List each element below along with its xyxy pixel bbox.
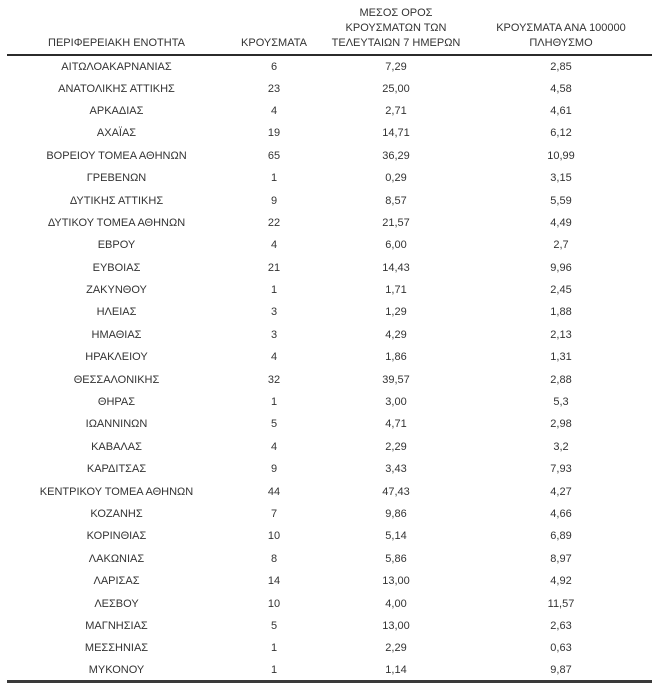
table-cell: 2,7 bbox=[553, 239, 569, 252]
table-cell: 5,59 bbox=[550, 194, 572, 207]
table-cell: 3 bbox=[270, 328, 278, 341]
table-cell: ΔΥΤΙΚΗΣ ΑΤΤΙΚΗΣ bbox=[69, 194, 164, 207]
table-cell: 9,96 bbox=[550, 261, 572, 274]
table-cell: 1 bbox=[226, 660, 322, 682]
table-cell: 4,29 bbox=[385, 328, 407, 341]
table-row bbox=[7, 167, 652, 189]
table-cell: 2,45 bbox=[550, 284, 572, 297]
table-row bbox=[7, 77, 652, 99]
table-cell: 1,71 bbox=[385, 284, 407, 297]
table-row bbox=[7, 346, 652, 368]
table-cell: ΚΑΡΔΙΤΣΑΣ bbox=[86, 463, 147, 476]
table-cell: ΜΥΚΟΝΟΥ bbox=[7, 660, 226, 682]
regional-cases-table bbox=[7, 6, 652, 683]
table-cell: ΗΜΑΘΙΑΣ bbox=[91, 328, 142, 341]
table-cell: 4,27 bbox=[550, 485, 572, 498]
table-cell: 14,43 bbox=[382, 261, 410, 274]
table-row bbox=[7, 615, 652, 637]
table-cell: 2,85 bbox=[550, 60, 572, 73]
table-cell: ΛΑΚΩΝΙΑΣ bbox=[88, 552, 145, 565]
table-cell: ΚΑΒΑΛΑΣ bbox=[91, 440, 142, 453]
table-cell: 44 bbox=[267, 485, 281, 498]
table-row bbox=[7, 368, 652, 390]
table-row bbox=[7, 257, 652, 279]
table-row bbox=[7, 55, 652, 77]
table-row bbox=[7, 279, 652, 301]
table-cell: ΔΥΤΙΚΟΥ ΤΟΜΕΑ ΑΘΗΝΩΝ bbox=[47, 216, 186, 229]
table-cell: ΘΕΣΣΑΛΟΝΙΚΗΣ bbox=[73, 373, 160, 386]
table-cell: 9 bbox=[270, 463, 278, 476]
table-cell: ΑΡΚΑΔΙΑΣ bbox=[89, 104, 144, 117]
table-cell: 2,29 bbox=[385, 440, 407, 453]
table-cell: 5,14 bbox=[385, 530, 407, 543]
table-cell: 1,86 bbox=[385, 351, 407, 364]
table-cell: 2,71 bbox=[385, 104, 407, 117]
table-cell: 8,57 bbox=[385, 194, 407, 207]
table-cell: ΑΧΑΪΑΣ bbox=[96, 127, 137, 140]
table-cell: 2,13 bbox=[550, 328, 572, 341]
table-cell: 25,00 bbox=[382, 82, 410, 95]
table-row bbox=[7, 189, 652, 211]
table-cell: 4,58 bbox=[550, 82, 572, 95]
table-cell: 9,87 bbox=[470, 660, 652, 682]
column-header-label: ΜΕΣΟΣ ΟΡΟΣ ΚΡΟΥΣΜΑΤΩΝ ΤΩΝ ΤΕΛΕΥΤΑΙΩΝ 7 ΗΜΕΡΩΝ bbox=[331, 7, 461, 49]
table-cell: 10 bbox=[267, 597, 281, 610]
table-row bbox=[7, 391, 652, 413]
table-cell: 1,14 bbox=[322, 660, 470, 682]
table-cell: 22 bbox=[267, 216, 281, 229]
table-cell: 5,86 bbox=[385, 552, 407, 565]
table-cell: 0,29 bbox=[385, 172, 407, 185]
table-cell: 0,63 bbox=[550, 642, 572, 655]
table-cell: 4,61 bbox=[550, 104, 572, 117]
table-cell: ΕΒΡΟΥ bbox=[97, 239, 136, 252]
table-cell: 4 bbox=[270, 239, 278, 252]
table-row bbox=[7, 212, 652, 234]
table-cell: ΛΑΡΙΣΑΣ bbox=[93, 575, 140, 588]
table-cell: 4 bbox=[270, 440, 278, 453]
table-cell: 2,29 bbox=[385, 642, 407, 655]
table-cell: 4,00 bbox=[385, 597, 407, 610]
table-row bbox=[7, 145, 652, 167]
table-row bbox=[7, 525, 652, 547]
table-cell: ΚΟΡΙΝΘΙΑΣ bbox=[86, 530, 147, 543]
table-cell: 1,88 bbox=[550, 306, 572, 319]
table-cell: 3 bbox=[270, 306, 278, 319]
table-cell: ΖΑΚΥΝΘΟΥ bbox=[86, 284, 147, 297]
table-row bbox=[7, 100, 652, 122]
table-cell: 6,00 bbox=[385, 239, 407, 252]
table-cell: 14 bbox=[267, 575, 281, 588]
table-cell: 8 bbox=[270, 552, 278, 565]
table-cell: 6,12 bbox=[550, 127, 572, 140]
table-cell: 5 bbox=[270, 418, 278, 431]
table-cell: 11,57 bbox=[547, 597, 575, 610]
table-cell: 4,92 bbox=[550, 575, 572, 588]
table-row bbox=[7, 592, 652, 614]
table-cell: 10 bbox=[267, 530, 281, 543]
table-cell: 5,3 bbox=[553, 396, 569, 409]
table-row bbox=[7, 324, 652, 346]
column-header-label: ΠΕΡΙΦΕΡΕΙΑΚΗ ΕΝΟΤΗΤΑ bbox=[48, 37, 185, 49]
table-cell: 4 bbox=[270, 351, 278, 364]
table-cell: 47,43 bbox=[382, 485, 410, 498]
table-cell: 7,29 bbox=[385, 60, 407, 73]
table-cell: 13,00 bbox=[382, 575, 410, 588]
table-row bbox=[7, 660, 652, 682]
table-row bbox=[7, 570, 652, 592]
table-cell: 7,93 bbox=[550, 463, 572, 476]
table-cell: 6,89 bbox=[550, 530, 572, 543]
table-cell: ΜΕΣΣΗΝΙΑΣ bbox=[84, 642, 149, 655]
table-cell: 3,00 bbox=[385, 396, 407, 409]
table-cell: 3,2 bbox=[553, 440, 569, 453]
table-row bbox=[7, 480, 652, 502]
table-row bbox=[7, 548, 652, 570]
table-row bbox=[7, 234, 652, 256]
table-cell: ΜΑΓΝΗΣΙΑΣ bbox=[85, 619, 148, 632]
table-cell: 23 bbox=[267, 82, 281, 95]
table-row bbox=[7, 637, 652, 659]
table-cell: ΛΕΣΒΟΥ bbox=[94, 597, 139, 610]
table-cell: ΚΟΖΑΝΗΣ bbox=[90, 508, 143, 520]
table-row bbox=[7, 122, 652, 144]
column-header-label: ΚΡΟΥΣΜΑΤΑ ΑΝΑ 100000 ΠΛΗΘΥΣΜΟ bbox=[496, 22, 626, 49]
table-cell: 9 bbox=[270, 194, 278, 207]
table-cell: 2,88 bbox=[550, 373, 572, 386]
table-cell: ΗΡΑΚΛΕΙΟΥ bbox=[85, 351, 148, 364]
table-row bbox=[7, 413, 652, 435]
table-cell: 8,97 bbox=[550, 552, 572, 565]
table-cell: ΚΕΝΤΡΙΚΟΥ ΤΟΜΕΑ ΑΘΗΝΩΝ bbox=[39, 485, 194, 498]
table-cell: ΑΝΑΤΟΛΙΚΗΣ ΑΤΤΙΚΗΣ bbox=[58, 82, 175, 95]
table-cell: 9,86 bbox=[385, 508, 407, 520]
column-header-regional-unit bbox=[7, 6, 226, 55]
table-cell: 36,29 bbox=[382, 149, 410, 162]
table-cell: ΓΡΕΒΕΝΩΝ bbox=[86, 172, 147, 185]
table-cell: 14,71 bbox=[382, 127, 410, 140]
table-cell: 1 bbox=[270, 172, 278, 185]
table-cell: 4,71 bbox=[385, 418, 407, 431]
table-cell: 1 bbox=[270, 284, 278, 297]
table-cell: 1,31 bbox=[550, 351, 572, 364]
table-cell: 65 bbox=[267, 149, 281, 162]
table-cell: 3,15 bbox=[550, 172, 572, 185]
table-cell: 39,57 bbox=[382, 373, 410, 386]
table-cell: 2,98 bbox=[550, 418, 572, 431]
table-cell: ΑΙΤΩΛΟΑΚΑΡΝΑΝΙΑΣ bbox=[61, 60, 172, 73]
table-cell: 21,57 bbox=[382, 216, 410, 229]
table-cell: 1 bbox=[270, 396, 278, 409]
table-cell: 5 bbox=[270, 619, 278, 632]
table-row bbox=[7, 301, 652, 323]
column-header-7day-average bbox=[322, 6, 470, 55]
table-cell: ΒΟΡΕΙΟΥ ΤΟΜΕΑ ΑΘΗΝΩΝ bbox=[46, 149, 187, 162]
column-header-label: ΚΡΟΥΣΜΑΤΑ bbox=[241, 37, 307, 49]
column-header-cases bbox=[226, 6, 322, 55]
table-cell: 3,43 bbox=[385, 463, 407, 476]
table-cell: ΕΥΒΟΙΑΣ bbox=[92, 261, 141, 274]
column-header-cases-per-100000 bbox=[470, 6, 652, 55]
table-row bbox=[7, 458, 652, 480]
table-row bbox=[7, 436, 652, 458]
table-body bbox=[7, 55, 652, 682]
table-cell: 10,99 bbox=[547, 149, 575, 162]
table-cell: 4,49 bbox=[550, 216, 572, 229]
table-cell: ΘΗΡΑΣ bbox=[97, 396, 136, 409]
table-cell: 21 bbox=[267, 261, 281, 274]
table-cell: 4 bbox=[270, 104, 278, 117]
table-cell: 1 bbox=[270, 642, 278, 655]
table-cell: ΗΛΕΙΑΣ bbox=[96, 306, 137, 319]
table-cell: 13,00 bbox=[382, 619, 410, 632]
table-cell: 4,66 bbox=[550, 508, 572, 520]
table-cell: 7 bbox=[270, 508, 278, 520]
table-cell: 2,63 bbox=[550, 619, 572, 632]
table-cell: 1,29 bbox=[385, 306, 407, 319]
table-header-row bbox=[7, 6, 652, 55]
table-row bbox=[7, 503, 652, 525]
table-cell: ΙΩΑΝΝΙΝΩΝ bbox=[85, 418, 148, 431]
table-cell: 19 bbox=[267, 127, 281, 140]
table-cell: 6 bbox=[270, 60, 278, 73]
table-cell: 32 bbox=[267, 373, 281, 386]
